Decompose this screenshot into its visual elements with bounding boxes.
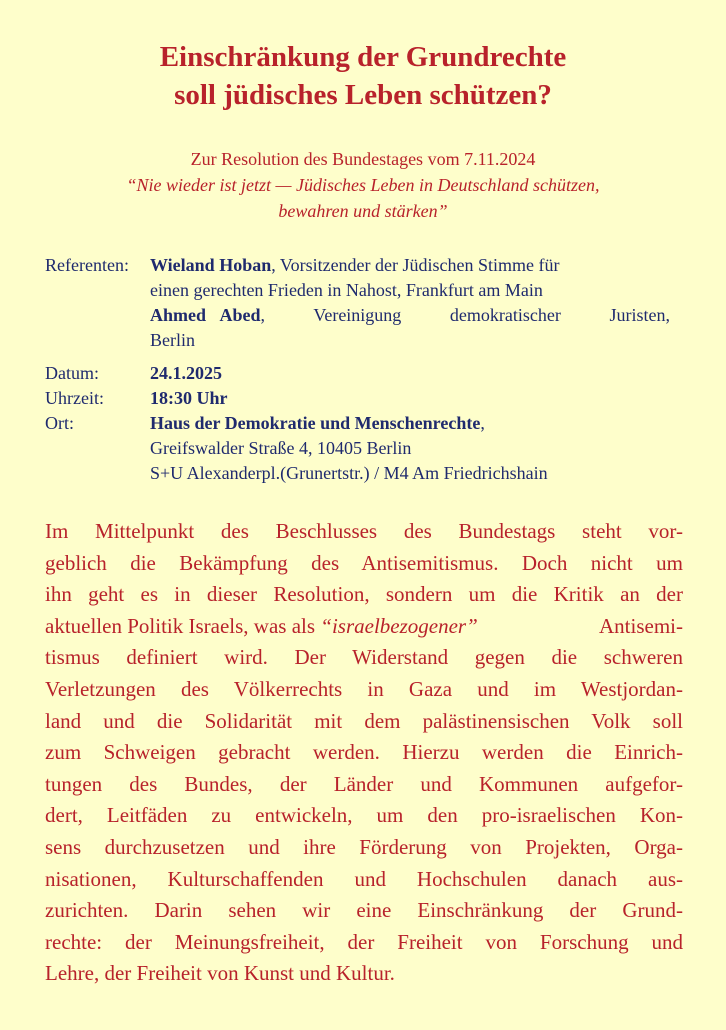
subtitle-quote-line-1: “Nie wieder ist jetzt — Jüdisches Leben in Deutschland schützen, (126, 175, 600, 195)
body-line: nisationen, Kulturschaffenden und Hochschulen danach aus- (45, 866, 683, 891)
location-transit: S+U Alexanderpl.(Grunertstr.) / M4 Am Friedrichshain (150, 463, 548, 483)
time-value: 18:30 Uhr (150, 388, 228, 408)
speaker-2-desc-1: , Vereinigung demokratischer Juristen, (260, 305, 670, 325)
body-line: Im Mittelpunkt des Beschlusses des Bundestags steht vor- (45, 519, 683, 543)
subtitle-quote-line-2: bewahren und stärken” (278, 201, 448, 221)
speakers-value (150, 253, 670, 353)
title-line-2: soll jüdisches Leben schützen? (174, 79, 552, 111)
date-row (45, 361, 670, 386)
body-line: rechte: der Meinungsfreiheit, der Freiheit von Forschung und (45, 929, 683, 954)
body-line: sens durchzusetzen und ihre Förderung von Projekten, Orga- (45, 834, 683, 859)
subtitle-resolution: Zur Resolution des Bundestages vom 7.11.2024 (190, 149, 536, 169)
body-line: Lehre, der Freiheit von Kunst und Kultur. (45, 961, 395, 986)
speakers-row (45, 253, 670, 353)
subtitle (0, 146, 726, 224)
speakers-label: Referenten: (45, 255, 129, 275)
location-comma: , (480, 413, 485, 433)
body-line-4a: aktuellen Politik Israels, was als (45, 613, 321, 638)
body-line: tungen des Bundes, der Länder und Kommunen aufgefor- (45, 771, 683, 796)
event-info (45, 253, 670, 486)
body-line: zurichten. Darin sehen wir eine Einschränkung der Grund- (45, 898, 683, 923)
body-line: land und die Solidarität mit dem palästinensischen Volk soll (45, 708, 683, 733)
body-line: ihn geht es in dieser Resolution, sondern um die Kritik an der (45, 582, 683, 607)
location-name: Haus der Demokratie und Menschenrechte (150, 413, 481, 433)
speaker-1-name: Wieland Hoban (150, 255, 272, 275)
location-address: Greifswalder Straße 4, 10405 Berlin (150, 438, 412, 458)
body-line: Verletzungen des Völkerrechts in Gaza und im Westjordan- (45, 676, 683, 701)
body-line: dert, Leitfäden zu entwickeln, um den pro-israelischen Kon- (45, 803, 683, 828)
body-line: zum Schweigen gebracht werden. Hierzu werden die Einrich- (45, 740, 683, 765)
location-row (45, 411, 670, 486)
body-line (45, 611, 683, 643)
time-row (45, 386, 670, 411)
body-text (45, 516, 683, 990)
speaker-2-desc-2: Berlin (150, 330, 195, 350)
body-line: tismus definiert wird. Der Widerstand gegen die schweren (45, 645, 683, 670)
title-line-1: Einschränkung der Grundrechte (159, 41, 567, 73)
speaker-1-desc-2: einen gerechten Frieden in Nahost, Frankfurt am Main (150, 280, 543, 300)
date-value: 24.1.2025 (150, 363, 222, 383)
date-label: Datum: (45, 363, 99, 383)
body-line: geblich die Bekämpfung des Antisemitismus. Doch nicht um (45, 550, 683, 575)
body-line-4c: Antisemi- (477, 613, 683, 638)
location-value (150, 411, 670, 486)
location-label: Ort: (45, 413, 74, 433)
speaker-2-name: Ahmed Abed (150, 305, 261, 325)
time-label: Uhrzeit: (45, 388, 104, 408)
speaker-1-desc-1: , Vorsitzender der Jüdischen Stimme für (271, 255, 560, 275)
body-line-4-quote: “israelbezogener” (320, 613, 478, 638)
page-title (0, 38, 726, 114)
